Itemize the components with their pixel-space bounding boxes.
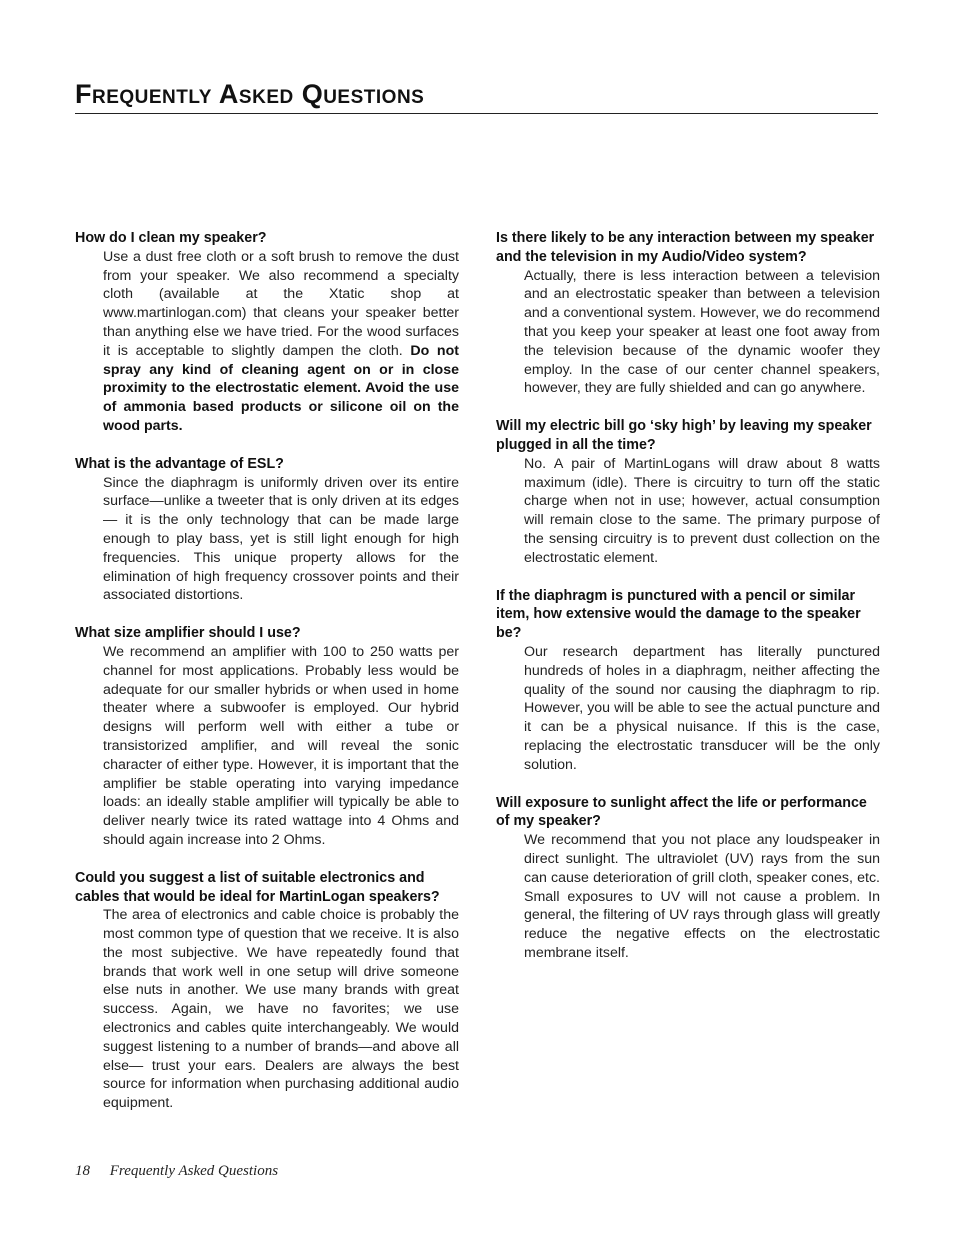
faq-question: Could you suggest a list of suitable electronics and cables that would be ideal for MartinLogan speakers?	[75, 869, 440, 905]
faq-answer-warning: Do not spray any kind of cleaning agent on or in close proximity to the electrostatic element. Avoid the use of ammonia based products or silicone oil on the wood parts.	[103, 342, 459, 434]
page-number: 18	[75, 1163, 90, 1179]
page-title: Frequently Asked Questions	[75, 79, 425, 109]
faq-answer: No. A pair of MartinLogans will draw about 8 watts maximum (idle). There is circuitry to turn off the static charge when not in use; however, actual consumption will remain close to the same. The primary purpose of the sensing circuitry is to prevent dust collection on the electrostatic element.	[524, 455, 880, 566]
footer-section-title: Frequently Asked Questions	[109, 1163, 279, 1179]
faq-answer: Actually, there is less interaction between a television and an electrostatic speaker than between a television and a conventional system. However, we do recommend that you keep your speaker at least one foot away from the television because of the dynamic woofer they employ. In the case of our center channel speakers, however, they are fully shielded and can go anywhere.	[524, 267, 880, 397]
faq-answer: We recommend that you not place any loudspeaker in direct sunlight. The ultraviolet (UV) rays from the sun can cause deterioration of grill cloth, speaker cones, etc. Small exposures to UV will not cause a problem. In general, the filtering of UV rays through glass will greatly reduce the negative effects on the electrostatic membrane itself.	[524, 832, 880, 961]
faq-answer: The area of electronics and cable choice is probably the most common type of question that we receive. It is also the most subjective. We have repeatedly found that brands that work well in one setup will drive someone else nuts in another. We use many brands with great success. Again, we have no favorites; we use electronics and cables quite interchangeably. We would suggest listening to a number of brands—and above all else— trust your ears. Dealers are always the best source for information when purchasing additional audio equipment.	[103, 907, 459, 1112]
faq-item	[75, 455, 459, 605]
faq-question: Will exposure to sunlight affect the life or performance of my speaker?	[496, 794, 867, 830]
faq-item	[75, 869, 459, 1113]
faq-item	[496, 794, 880, 963]
faq-item	[496, 229, 880, 398]
faq-item	[75, 229, 459, 436]
faq-question: What size amplifier should I use?	[75, 625, 301, 642]
faq-question: Is there likely to be any interaction between my speaker and the television in my Audio/Video system?	[496, 230, 875, 265]
faq-item	[75, 624, 459, 850]
left-column	[75, 229, 459, 1132]
faq-answer-text: Use a dust free cloth or a soft brush to remove the dust from your speaker. We also recommend a specialty cloth (available at the Xtatic shop at www.martinlogan.com) that cleans your speaker better than anything else we have tried. For the wood surfaces it is acceptable to slightly dampen the cloth.	[103, 248, 459, 359]
faq-item	[496, 417, 880, 567]
page-header	[75, 78, 878, 114]
faq-question: What is the advantage of ESL?	[75, 455, 284, 472]
page-footer	[75, 1163, 278, 1180]
faq-item	[496, 587, 880, 775]
faq-answer: Since the diaphragm is uniformly driven over its entire surface—unlike a tweeter that is only driven at its edges— it is the only technology that can be made large enough to play bass, yet is still light enough for high frequencies. This unique property allows for the elimination of high frequency crossover points and their associated distortions.	[103, 474, 459, 604]
faq-answer: We recommend an amplifier with 100 to 250 watts per channel for most applications. Probably less would be adequate for our smaller hybrids or when used in home theater where a subwoofer is employed. Our hybrid designs will perform well with either a tube or transistorized amplifier, and will reveal the sonic character of either type. However, it is important that the amplifier be stable operating into varying impedance loads: an ideally stable amplifier will typically be able to deliver nearly twice its rated wattage into 4 Ohms and should again increase into 2 Ohms.	[103, 643, 459, 848]
faq-question: How do I clean my speaker?	[75, 230, 267, 246]
faq-answer: Our research department has literally punctured hundreds of holes in a diaphragm, neither affecting the quality of the sound nor causing the diaphragm to rip. However, you will be able to see the actual puncture and it can be a physical nuisance. If this is the case, replacing the electrostatic transducer will be the only solution.	[524, 643, 880, 773]
faq-question: If the diaphragm is punctured with a pencil or similar item, how extensive would the damage to the speaker be?	[496, 587, 861, 642]
right-column	[496, 229, 880, 982]
faq-answer	[103, 248, 459, 436]
faq-question: Will my electric bill go ‘sky high’ by leaving my speaker plugged in all the time?	[496, 418, 872, 453]
